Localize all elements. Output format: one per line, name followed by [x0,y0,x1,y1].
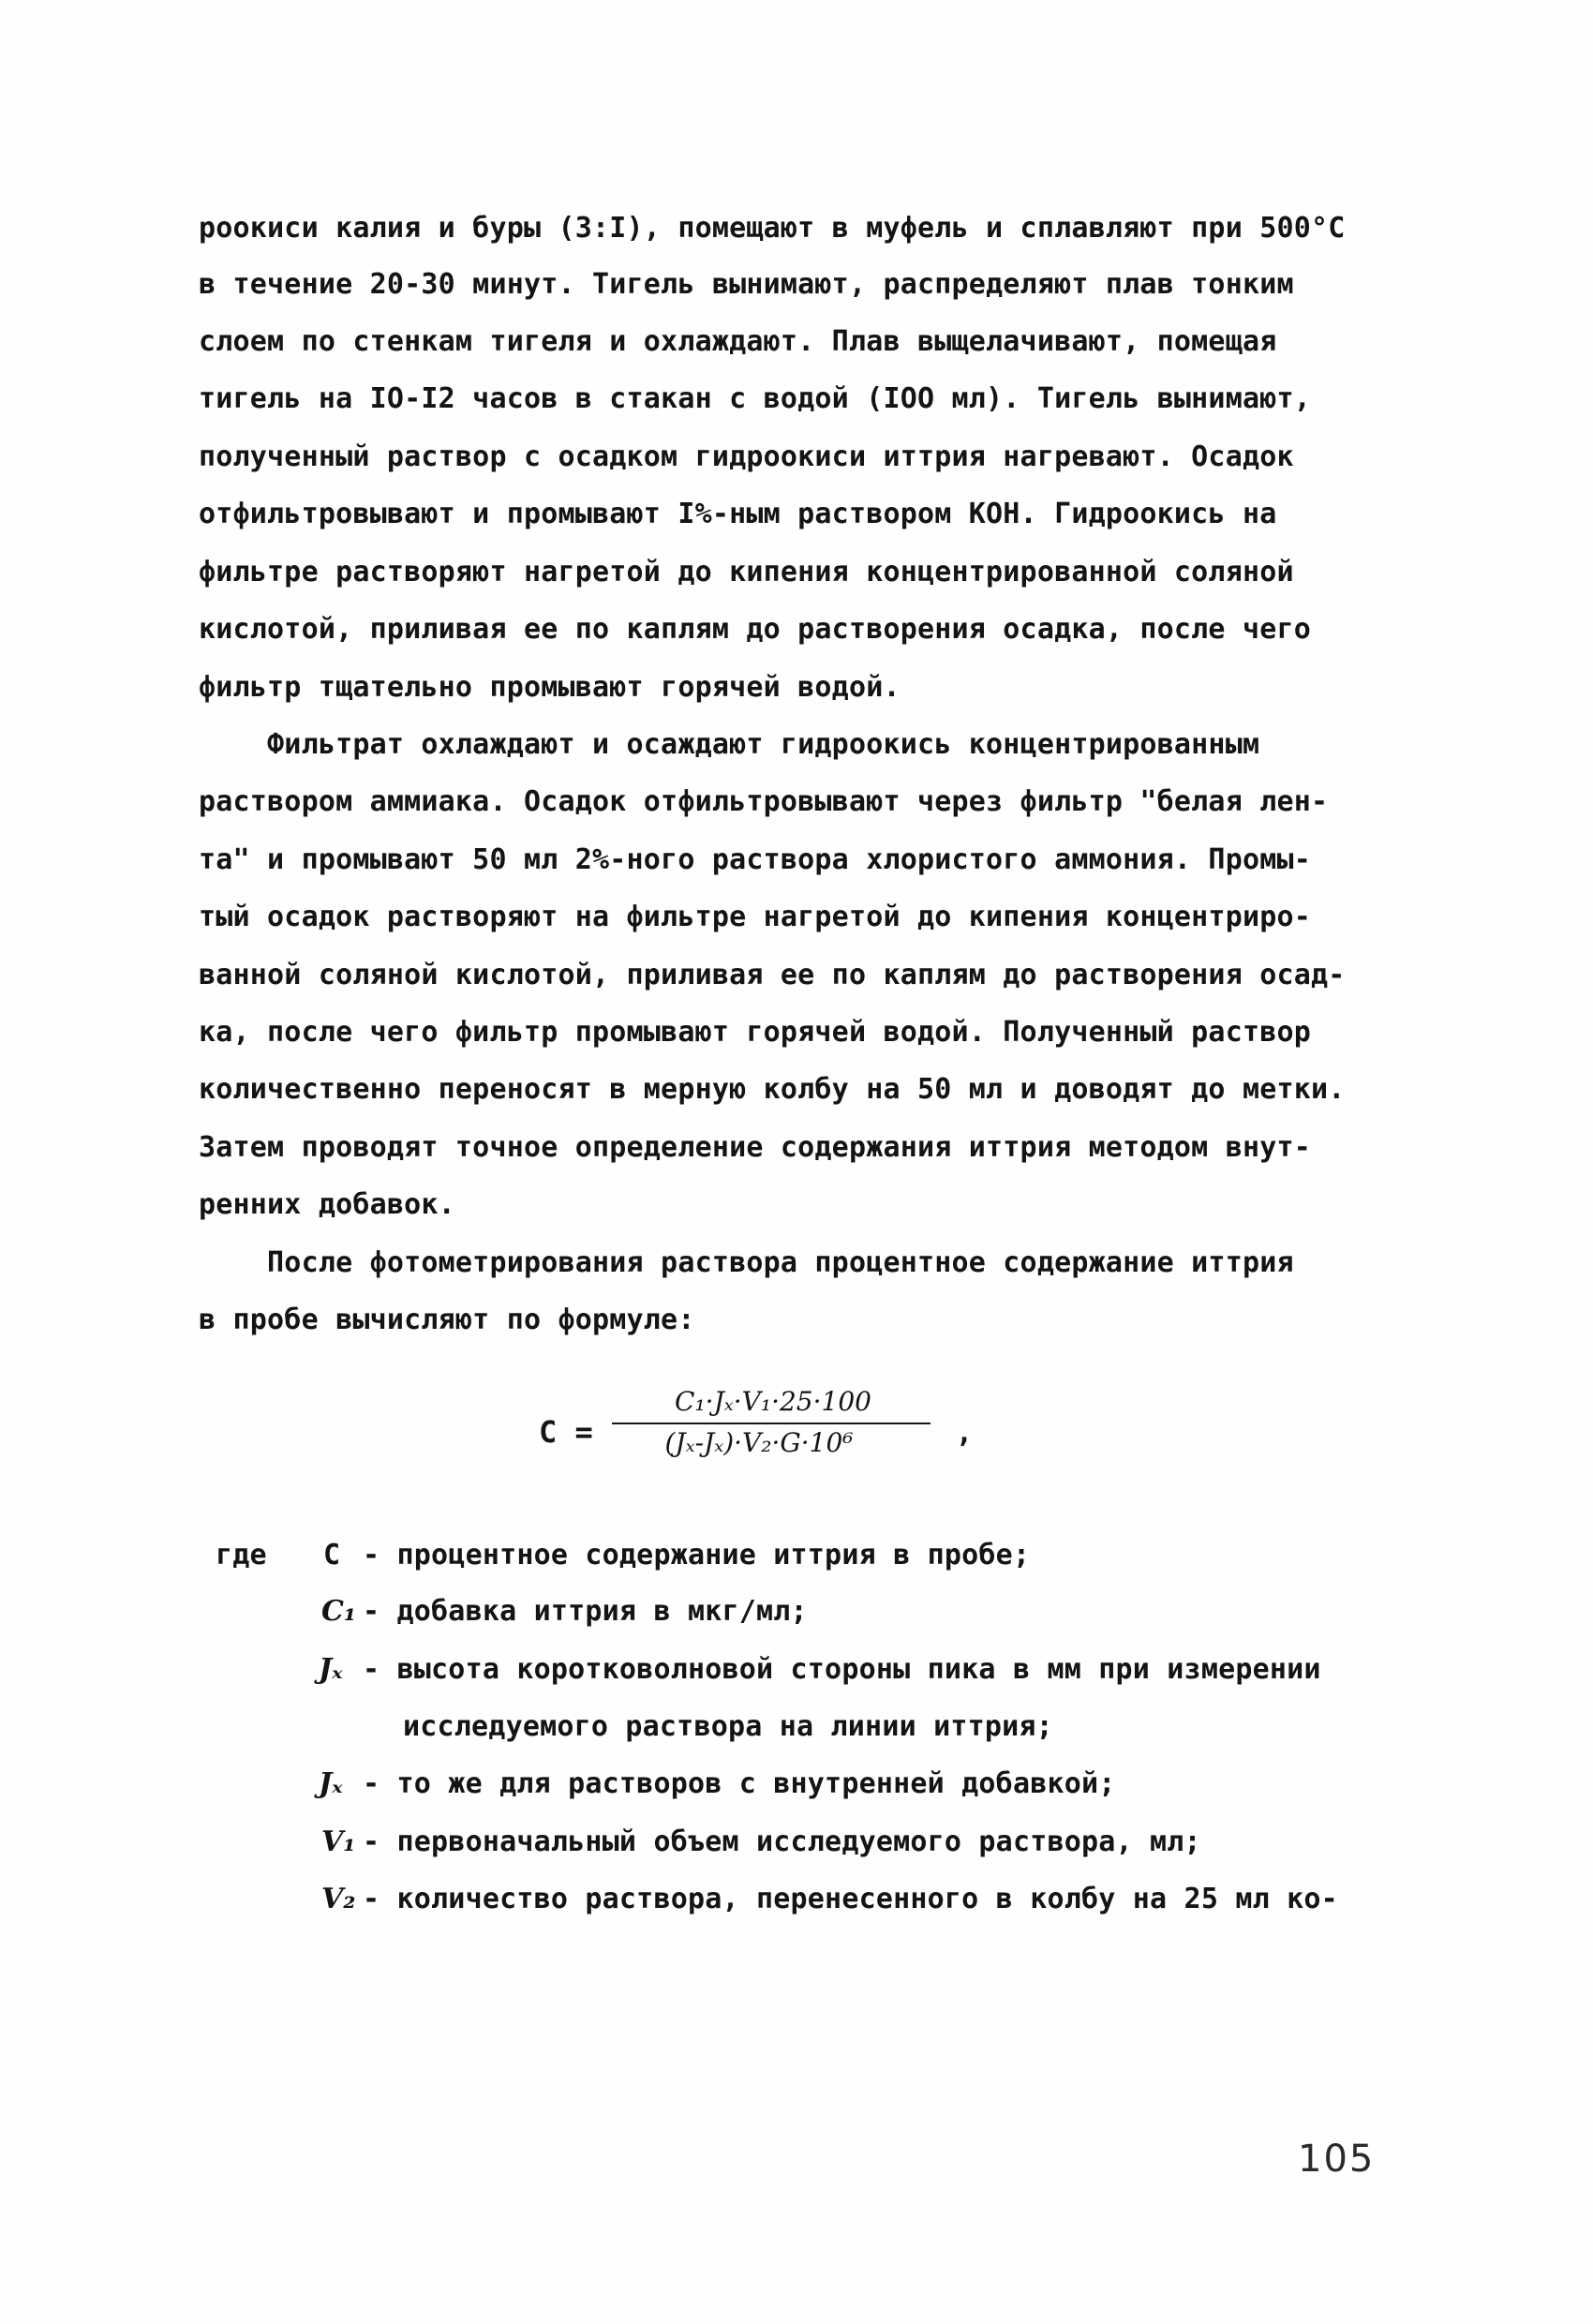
formula-comma: , [956,1417,974,1450]
definition-text: - высота коротковолновой стороны пика в мм при измерении [363,1653,1321,1686]
formula [539,1385,979,1488]
definition-symbol: C₁ [321,1595,357,1628]
definition-symbol: Jₓ [319,1767,343,1800]
definition-text-continued: исследуемого раствора на линии иттрия; [403,1710,1053,1743]
text-line: отфильтровывают и промывают I%-ным раствором КОН. Гидроокись на [199,498,1277,530]
text-line: ванной соляной кислотой, приливая ее по каплям до растворения осад- [199,959,1346,991]
definition-text: - процентное содержание иттрия в пробе; [363,1539,1031,1572]
definition-symbol: С [323,1539,341,1572]
formula-denominator: (Jₓ-Jₓ)·V₂·G·10⁶ [664,1427,854,1458]
text-line: слоем по стенкам тигеля и охлаждают. Плав выщелачивают, помещая [199,325,1277,358]
definition-symbol: V₁ [321,1825,356,1858]
text-line: роокиси калия и буры (3:I), помещают в муфель и сплавляют при 500°С [199,212,1346,245]
text-line: тый осадок растворяют на фильтре нагретой до кипения концентриро- [199,901,1311,933]
text-line: тигель на IO-I2 часов в стакан с водой (IOO мл). Тигель вынимают, [199,382,1311,415]
definitions-intro: где [216,1539,267,1572]
text-line: ренних добавок. [199,1188,455,1221]
definition-text: - первоначальный объем исследуемого раствора, мл; [363,1825,1201,1858]
text-line: кислотой, приливая ее по каплям до растворения осадка, после чего [199,613,1311,646]
text-line: количественно переносят в мерную колбу на 50 мл и доводят до метки. [199,1073,1346,1106]
text-line: Затем проводят точное определение содержания иттрия методом внут- [199,1131,1311,1164]
text-line: та" и промывают 50 мл 2%-ного раствора хлористого аммония. Промы- [199,843,1311,876]
page-number: 105 [1298,2138,1376,2181]
formula-lhs: С = [539,1414,593,1450]
definition-text: - то же для растворов с внутренней добавкой; [363,1767,1116,1800]
text-line: фильтре растворяют нагретой до кипения концентрированной соляной [199,556,1294,588]
text-line: в течение 20-30 минут. Тигель вынимают, распределяют плав тонким [199,268,1294,301]
text-line: После фотометрирования раствора процентное содержание иттрия [199,1246,1294,1279]
formula-numerator: C₁·Jₓ·V₁·25·100 [675,1386,871,1417]
text-line: полученный раствор с осадком гидроокиси иттрия нагревают. Осадок [199,440,1294,473]
definition-symbol: Jₓ [319,1653,343,1686]
text-line: Фильтрат охлаждают и осаждают гидроокись концентрированным [199,728,1260,761]
fraction-bar [612,1423,930,1424]
text-line: фильтр тщательно промывают горячей водой. [199,671,901,704]
text-line: ка, после чего фильтр промывают горячей водой. Полученный раствор [199,1016,1311,1049]
text-line: в пробе вычисляют по формуле: [199,1304,695,1336]
definition-text: - количество раствора, перенесенного в колбу на 25 мл ко- [363,1883,1338,1915]
text-line: раствором аммиака. Осадок отфильтровывают через фильтр "белая лен- [199,785,1329,818]
definition-symbol: V₂ [321,1883,356,1915]
definition-text: - добавка иттрия в мкг/мл; [363,1595,808,1628]
